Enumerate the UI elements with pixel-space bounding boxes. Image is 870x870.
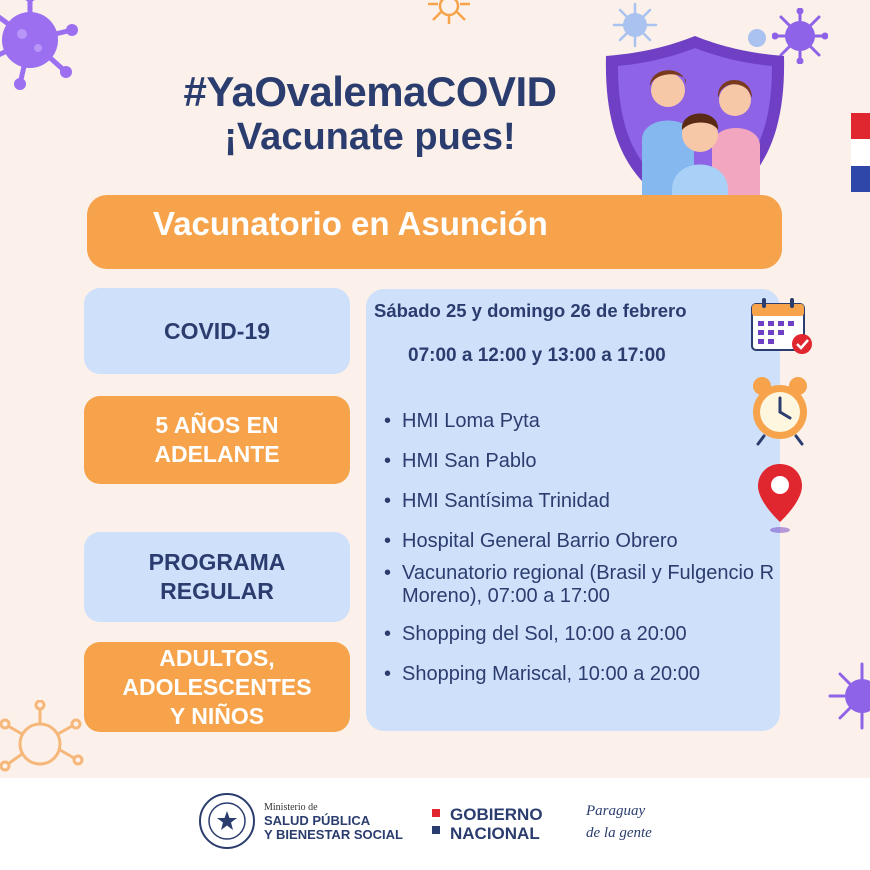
category-adultos: ADULTOS, ADOLESCENTES Y NIÑOS (84, 642, 350, 732)
campaign-hashtag: #YaOvalemaCOVID (183, 68, 557, 115)
list-item: • Shopping Mariscal, 10:00 a 20:00 (384, 663, 779, 686)
virus-icon (424, 0, 474, 26)
category-covid19: COVID-19 (84, 288, 350, 374)
paraguay-flag-icon (851, 113, 870, 192)
list-item: • HMI San Pablo (384, 450, 779, 473)
ministerio-prefix: Ministerio de (264, 802, 318, 813)
category-5-anos: 5 AÑOS EN ADELANTE (84, 396, 350, 484)
virus-icon (826, 660, 870, 732)
ministerio-name: SALUD PÚBLICA Y BIENESTAR SOCIAL (264, 813, 403, 842)
virus-icon (0, 0, 82, 90)
schedule-date: Sábado 25 y domingo 26 de febrero (374, 300, 687, 321)
list-item: • Vacunatorio regional (Brasil y Fulgencio R Moreno), 07:00 a 17:00 (384, 562, 779, 608)
list-item: • HMI Santísima Trinidad (384, 490, 779, 513)
banner-title: Vacunatorio en Asunción (153, 205, 548, 242)
vacunatorio-banner (87, 195, 782, 269)
schedule-hours: 07:00 a 12:00 y 13:00 a 17:00 (408, 345, 666, 366)
calendar-icon (748, 296, 814, 358)
locations-list (384, 410, 779, 686)
national-seal-icon (198, 792, 256, 850)
paraguay-slogan: Paraguay de la gente (586, 803, 652, 841)
alarm-clock-icon (748, 374, 812, 446)
list-item: • HMI Loma Pyta (384, 410, 779, 433)
location-pin-icon (756, 462, 804, 536)
list-item: • Hospital General Barrio Obrero (384, 530, 779, 553)
campaign-subtitle: ¡Vacunate pues! (224, 116, 516, 158)
category-programa-regular: PROGRAMA REGULAR (84, 532, 350, 622)
list-item: • Shopping del Sol, 10:00 a 20:00 (384, 623, 779, 646)
gobierno-nacional: GOBIERNO NACIONAL (450, 805, 543, 843)
virus-icon (0, 700, 84, 780)
gobierno-flag-icon (432, 809, 440, 834)
